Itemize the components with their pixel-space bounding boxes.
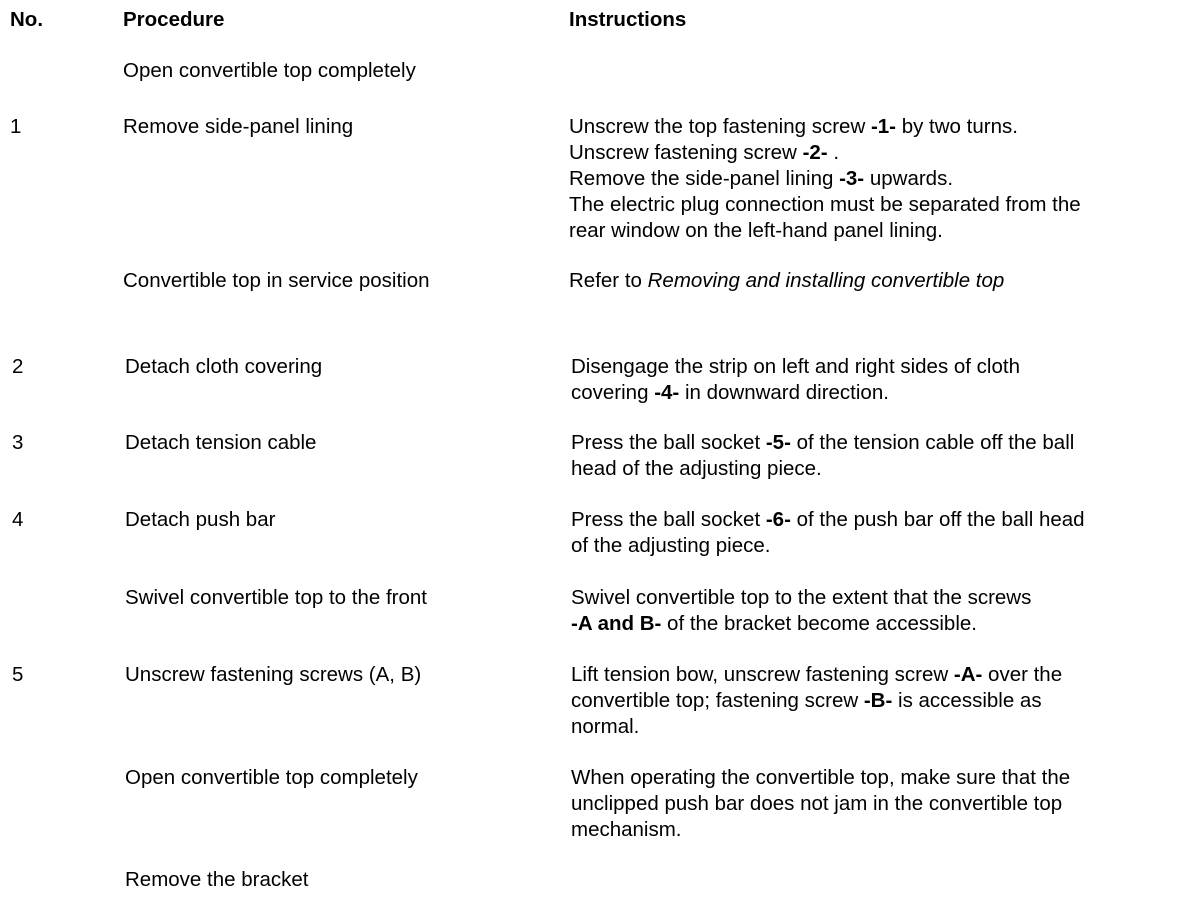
instruction-line: -A and B- of the bracket become accessible. bbox=[571, 612, 977, 635]
instruction-block bbox=[571, 662, 1062, 740]
instruction-line: The electric plug connection must be separated from the bbox=[569, 193, 1081, 216]
instruction-line: Lift tension bow, unscrew fastening screw -A- over the bbox=[571, 663, 1063, 686]
procedure-step: Open convertible top completely bbox=[125, 766, 418, 789]
step-number: 5 bbox=[12, 663, 24, 686]
instruction-line: rear window on the left-hand panel lining. bbox=[569, 219, 943, 242]
instruction-line: mechanism. bbox=[571, 818, 682, 841]
instruction-block bbox=[571, 430, 1074, 482]
instruction-block bbox=[571, 765, 1070, 843]
step-number: 2 bbox=[12, 355, 24, 378]
step-number: 4 bbox=[12, 508, 24, 531]
instruction-line: When operating the convertible top, make sure that the bbox=[571, 766, 1071, 789]
procedure-step: Open convertible top completely bbox=[123, 59, 416, 82]
instruction-line: unclipped push bar does not jam in the convertible top bbox=[571, 792, 1063, 815]
step-number: 3 bbox=[12, 431, 24, 454]
header-procedure: Procedure bbox=[123, 8, 225, 31]
instruction-block bbox=[571, 507, 1085, 559]
procedure-step: Remove side-panel lining bbox=[123, 115, 354, 138]
instruction-line: head of the adjusting piece. bbox=[571, 457, 822, 480]
instruction-reference: Refer to Removing and installing convertible top bbox=[569, 269, 1005, 292]
instruction-line: Swivel convertible top to the extent that the screws bbox=[571, 586, 1032, 609]
procedure-step: Swivel convertible top to the front bbox=[125, 586, 427, 609]
procedure-step: Detach tension cable bbox=[125, 431, 317, 454]
reference-link: Removing and installing convertible top bbox=[647, 269, 1005, 292]
instruction-line: Press the ball socket -5- of the tension cable off the ball bbox=[571, 431, 1075, 454]
instruction-line: Press the ball socket -6- of the push bar off the ball head bbox=[571, 508, 1085, 531]
procedure-step: Remove the bracket bbox=[125, 868, 309, 891]
header-instructions: Instructions bbox=[569, 8, 687, 31]
procedure-step: Detach push bar bbox=[125, 508, 276, 531]
header-no: No. bbox=[10, 8, 44, 31]
instruction-block bbox=[571, 354, 1020, 406]
instruction-line: of the adjusting piece. bbox=[571, 534, 771, 557]
procedure-step: Convertible top in service position bbox=[123, 269, 430, 292]
step-number: 1 bbox=[10, 115, 22, 138]
instruction-block bbox=[571, 585, 1031, 637]
instruction-line: Remove the side-panel lining -3- upwards. bbox=[569, 167, 954, 190]
procedure-step: Detach cloth covering bbox=[125, 355, 323, 378]
instruction-line: convertible top; fastening screw -B- is accessible as bbox=[571, 689, 1042, 712]
instruction-line: Unscrew fastening screw -2- . bbox=[569, 141, 840, 164]
instruction-line: normal. bbox=[571, 715, 640, 738]
instruction-line: Disengage the strip on left and right sides of cloth bbox=[571, 355, 1020, 378]
instruction-line: Unscrew the top fastening screw -1- by two turns. bbox=[569, 115, 1018, 138]
procedure-step: Unscrew fastening screws (A, B) bbox=[125, 663, 422, 686]
instruction-line: covering -4- in downward direction. bbox=[571, 381, 889, 404]
instruction-block bbox=[569, 114, 1081, 244]
